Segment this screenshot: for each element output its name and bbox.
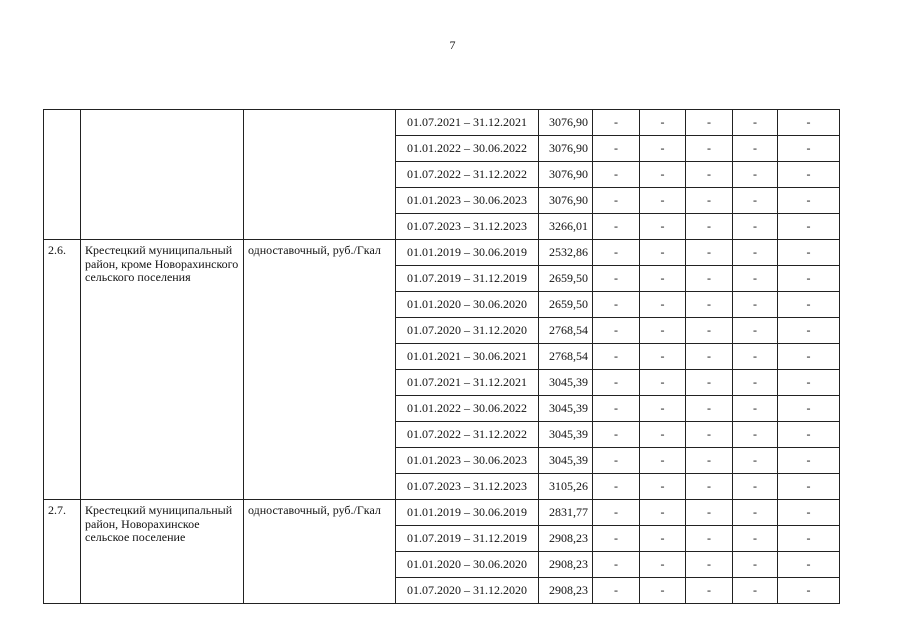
dash-cell: - [640, 474, 686, 500]
tariff-value-cell: 2768,54 [539, 318, 593, 344]
dash-cell: - [593, 318, 640, 344]
row-number: 2.7. [44, 500, 81, 604]
tariff-value-cell: 3045,39 [539, 396, 593, 422]
period-cell: 01.07.2021 – 31.12.2021 [396, 110, 539, 136]
dash-cell: - [778, 500, 840, 526]
period-cell: 01.07.2023 – 31.12.2023 [396, 474, 539, 500]
period-cell: 01.01.2023 – 30.06.2023 [396, 448, 539, 474]
dash-cell: - [640, 422, 686, 448]
dash-cell: - [640, 344, 686, 370]
period-cell: 01.07.2020 – 31.12.2020 [396, 578, 539, 604]
municipality-name [81, 110, 244, 240]
dash-cell: - [733, 474, 778, 500]
tariff-table [43, 109, 840, 604]
dash-cell: - [778, 110, 840, 136]
dash-cell: - [686, 266, 733, 292]
period-cell: 01.01.2019 – 30.06.2019 [396, 240, 539, 266]
dash-cell: - [640, 188, 686, 214]
dash-cell: - [640, 162, 686, 188]
dash-cell: - [593, 110, 640, 136]
page-number: 7 [449, 38, 456, 52]
period-cell: 01.01.2020 – 30.06.2020 [396, 292, 539, 318]
tariff-type [244, 110, 396, 240]
dash-cell: - [778, 266, 840, 292]
dash-cell: - [733, 448, 778, 474]
dash-cell: - [733, 344, 778, 370]
dash-cell: - [593, 396, 640, 422]
dash-cell: - [640, 552, 686, 578]
period-cell: 01.01.2022 – 30.06.2022 [396, 396, 539, 422]
dash-cell: - [733, 318, 778, 344]
dash-cell: - [733, 162, 778, 188]
dash-cell: - [733, 422, 778, 448]
dash-cell: - [593, 500, 640, 526]
dash-cell: - [593, 474, 640, 500]
dash-cell: - [733, 136, 778, 162]
tariff-value-cell: 2908,23 [539, 526, 593, 552]
period-cell: 01.07.2022 – 31.12.2022 [396, 162, 539, 188]
period-cell: 01.07.2023 – 31.12.2023 [396, 214, 539, 240]
period-cell: 01.07.2020 – 31.12.2020 [396, 318, 539, 344]
dash-cell: - [686, 214, 733, 240]
dash-cell: - [778, 318, 840, 344]
row-number [44, 110, 81, 240]
dash-cell: - [778, 448, 840, 474]
dash-cell: - [733, 526, 778, 552]
dash-cell: - [733, 188, 778, 214]
dash-cell: - [733, 240, 778, 266]
dash-cell: - [778, 162, 840, 188]
dash-cell: - [640, 500, 686, 526]
dash-cell: - [733, 578, 778, 604]
dash-cell: - [686, 188, 733, 214]
tariff-value-cell: 3076,90 [539, 110, 593, 136]
dash-cell: - [778, 214, 840, 240]
period-cell: 01.01.2020 – 30.06.2020 [396, 552, 539, 578]
dash-cell: - [733, 214, 778, 240]
dash-cell: - [593, 188, 640, 214]
dash-cell: - [733, 266, 778, 292]
period-cell: 01.01.2023 – 30.06.2023 [396, 188, 539, 214]
dash-cell: - [778, 292, 840, 318]
dash-cell: - [733, 292, 778, 318]
table-row [44, 110, 840, 136]
dash-cell: - [640, 318, 686, 344]
dash-cell: - [686, 448, 733, 474]
dash-cell: - [733, 500, 778, 526]
tariff-value-cell: 3076,90 [539, 136, 593, 162]
dash-cell: - [733, 370, 778, 396]
dash-cell: - [640, 240, 686, 266]
dash-cell: - [593, 266, 640, 292]
dash-cell: - [640, 136, 686, 162]
dash-cell: - [593, 422, 640, 448]
dash-cell: - [733, 552, 778, 578]
dash-cell: - [686, 240, 733, 266]
tariff-value-cell: 3045,39 [539, 422, 593, 448]
period-cell: 01.07.2019 – 31.12.2019 [396, 266, 539, 292]
dash-cell: - [640, 370, 686, 396]
dash-cell: - [686, 422, 733, 448]
dash-cell: - [686, 578, 733, 604]
period-cell: 01.01.2021 – 30.06.2021 [396, 344, 539, 370]
dash-cell: - [686, 552, 733, 578]
tariff-type: одноставочный, руб./Гкал [244, 500, 396, 604]
dash-cell: - [778, 422, 840, 448]
dash-cell: - [778, 396, 840, 422]
dash-cell: - [686, 500, 733, 526]
dash-cell: - [640, 110, 686, 136]
dash-cell: - [593, 552, 640, 578]
table-row [44, 500, 840, 526]
tariff-value-cell: 3105,26 [539, 474, 593, 500]
tariff-value-cell: 3076,90 [539, 188, 593, 214]
dash-cell: - [593, 578, 640, 604]
period-cell: 01.07.2022 – 31.12.2022 [396, 422, 539, 448]
tariff-value-cell: 2908,23 [539, 552, 593, 578]
period-cell: 01.01.2022 – 30.06.2022 [396, 136, 539, 162]
dash-cell: - [686, 474, 733, 500]
dash-cell: - [686, 110, 733, 136]
tariff-value-cell: 3045,39 [539, 370, 593, 396]
row-number: 2.6. [44, 240, 81, 500]
dash-cell: - [778, 474, 840, 500]
dash-cell: - [686, 526, 733, 552]
tariff-type: одноставочный, руб./Гкал [244, 240, 396, 500]
dash-cell: - [733, 110, 778, 136]
tariff-value-cell: 2659,50 [539, 266, 593, 292]
dash-cell: - [640, 396, 686, 422]
dash-cell: - [640, 448, 686, 474]
dash-cell: - [686, 292, 733, 318]
dash-cell: - [640, 266, 686, 292]
tariff-value-cell: 2908,23 [539, 578, 593, 604]
dash-cell: - [640, 292, 686, 318]
tariff-value-cell: 2831,77 [539, 500, 593, 526]
dash-cell: - [778, 370, 840, 396]
dash-cell: - [593, 448, 640, 474]
dash-cell: - [640, 214, 686, 240]
dash-cell: - [778, 552, 840, 578]
tariff-value-cell: 2532,86 [539, 240, 593, 266]
dash-cell: - [778, 526, 840, 552]
municipality-name: Крестецкий муниципальный район, кроме Новорахинского сельского поселения [81, 240, 244, 500]
period-cell: 01.07.2019 – 31.12.2019 [396, 526, 539, 552]
table-row [44, 240, 840, 266]
dash-cell: - [593, 292, 640, 318]
tariff-value-cell: 2659,50 [539, 292, 593, 318]
period-cell: 01.07.2021 – 31.12.2021 [396, 370, 539, 396]
dash-cell: - [686, 344, 733, 370]
dash-cell: - [593, 214, 640, 240]
dash-cell: - [778, 344, 840, 370]
dash-cell: - [686, 162, 733, 188]
dash-cell: - [640, 526, 686, 552]
period-cell: 01.01.2019 – 30.06.2019 [396, 500, 539, 526]
dash-cell: - [778, 136, 840, 162]
dash-cell: - [593, 344, 640, 370]
dash-cell: - [593, 370, 640, 396]
dash-cell: - [686, 136, 733, 162]
municipality-name: Крестецкий муниципальный район, Новорахинское сельское поселение [81, 500, 244, 604]
dash-cell: - [733, 396, 778, 422]
dash-cell: - [778, 578, 840, 604]
dash-cell: - [686, 318, 733, 344]
tariff-value-cell: 3045,39 [539, 448, 593, 474]
dash-cell: - [593, 162, 640, 188]
dash-cell: - [686, 396, 733, 422]
dash-cell: - [640, 578, 686, 604]
dash-cell: - [686, 370, 733, 396]
dash-cell: - [593, 240, 640, 266]
dash-cell: - [593, 136, 640, 162]
tariff-value-cell: 3076,90 [539, 162, 593, 188]
dash-cell: - [778, 240, 840, 266]
dash-cell: - [778, 188, 840, 214]
dash-cell: - [593, 526, 640, 552]
tariff-value-cell: 3266,01 [539, 214, 593, 240]
tariff-value-cell: 2768,54 [539, 344, 593, 370]
